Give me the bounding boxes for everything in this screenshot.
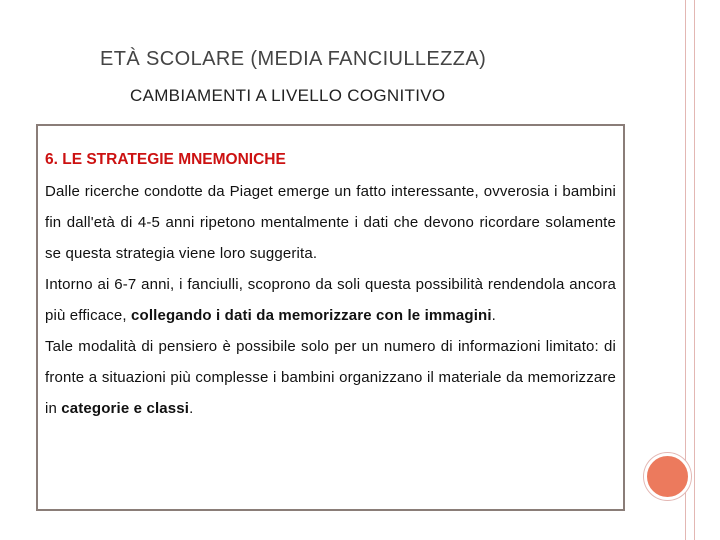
paragraph-2-emphasis: collegando i dati da memorizzare con le immagini	[131, 307, 492, 324]
paragraph-3-text: Tale modalità di pensiero è possibile solo per un numero di informazioni limitato: di fronte a situazioni più complesse i bambini organizzano il materiale da memorizzare in	[45, 338, 616, 417]
section-heading: 6. LE STRATEGIE MNEMONICHE	[45, 151, 286, 168]
paragraph-2	[45, 269, 616, 331]
slide-title: ETÀ SCOLARE (MEDIA FANCIULLEZZA)	[100, 48, 487, 70]
decorative-rail	[685, 0, 695, 540]
paragraph-2-text: Intorno ai 6-7 anni, i fanciulli, scoprono da soli questa possibilità rendendola ancora più efficace,	[45, 276, 616, 324]
slide-subtitle: CAMBIAMENTI A LIVELLO COGNITIVO	[130, 86, 446, 105]
paragraph-2-end: .	[491, 307, 496, 324]
decorative-circle	[644, 453, 691, 500]
paragraph-1	[45, 176, 616, 269]
paragraph-3-end: .	[189, 400, 194, 417]
paragraph-3-emphasis: categorie e classi	[61, 400, 190, 417]
paragraph-1-text: Dalle ricerche condotte da Piaget emerge un fatto interessante, ovverosia i bambini fin dall'età di 4-5 anni ripetono mentalmente i dati che devono ricordare solamente se questa strategia viene loro suggerita.	[45, 183, 616, 262]
content-box	[36, 124, 625, 511]
paragraph-3	[45, 331, 616, 424]
